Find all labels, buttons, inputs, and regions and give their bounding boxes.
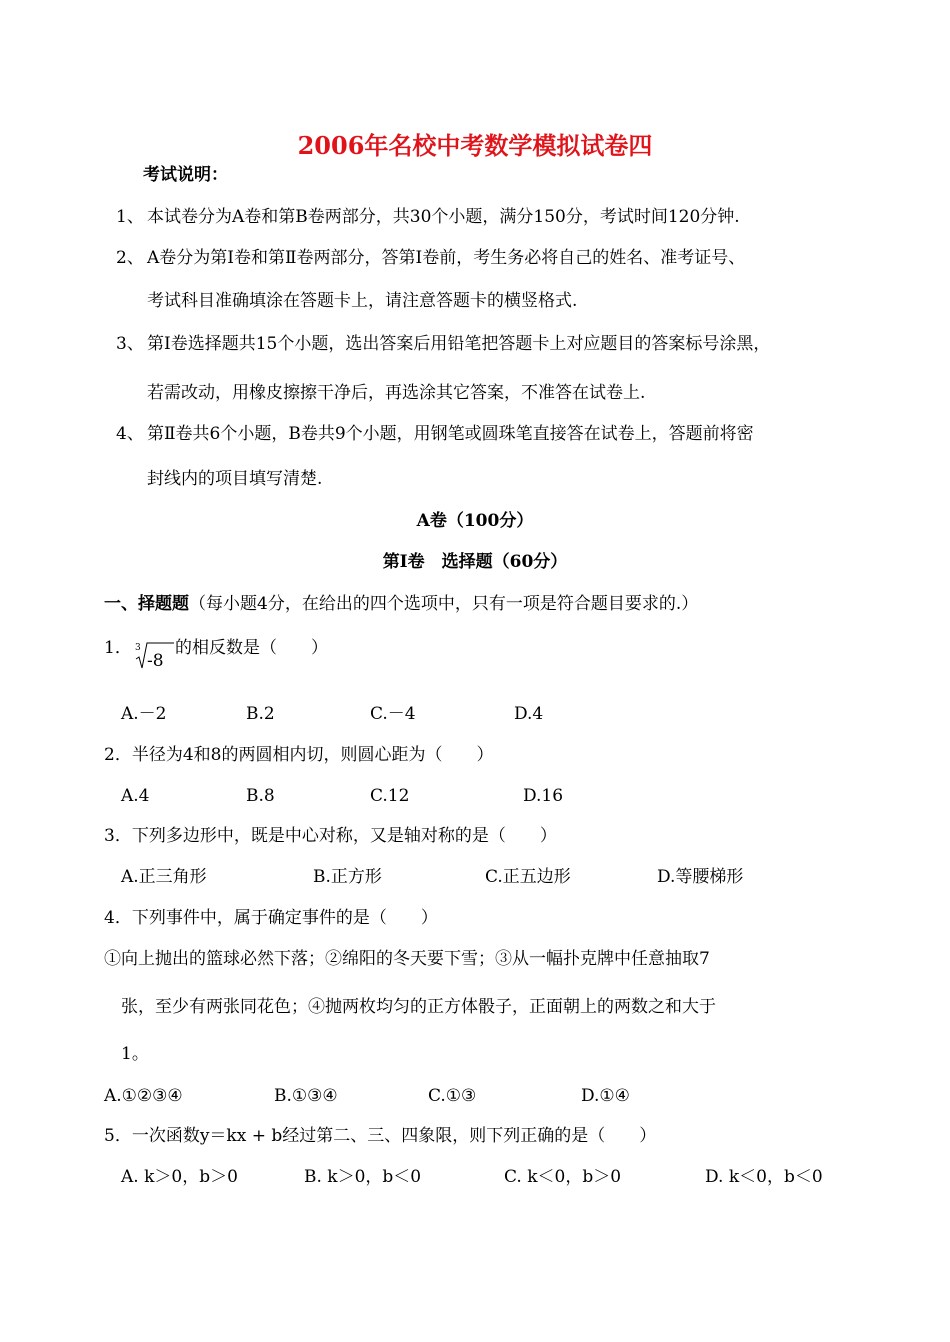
question-stem: 5．一次函数y＝kx + b经过第二、三、四象限，则下列正确的是（ ）	[104, 1126, 657, 1146]
option-c: C.正五边形	[485, 867, 571, 887]
question-stem: 3．下列多边形中，既是中心对称，又是轴对称的是（ ）	[104, 826, 557, 846]
cube-root-expression	[133, 639, 175, 671]
option-c: C.－4	[370, 704, 416, 724]
question-group-heading	[104, 593, 698, 615]
instruction-text: 第Ⅰ卷选择题共15个小题，选出答案后用铅笔把答题卡上对应题目的答案标号涂黑，	[147, 334, 771, 354]
option-d: D.16	[523, 786, 564, 806]
option-b: B. k＞0，b＜0	[304, 1167, 422, 1187]
instruction-number: 4、	[116, 424, 144, 444]
instruction-number: 3、	[116, 334, 144, 354]
question-body-continued: 1。	[121, 1044, 149, 1064]
option-b: B.2	[246, 704, 275, 724]
instructions-heading: 考试说明：	[143, 165, 228, 185]
option-d: D. k＜0，b＜0	[705, 1167, 823, 1187]
instruction-text: 第Ⅱ卷共6个小题，B卷共9个小题，用钢笔或圆珠笔直接答在试卷上，答题前将密	[147, 424, 754, 444]
option-a: A.正三角形	[121, 867, 207, 887]
question-stem: 4．下列事件中，属于确定事件的是（ ）	[104, 908, 438, 928]
option-a: A.①②③④	[104, 1086, 183, 1106]
option-c: C. k＜0，b＞0	[504, 1167, 622, 1187]
question-stem: 的相反数是（ ）	[175, 638, 328, 658]
option-a: A.－2	[121, 704, 167, 724]
radical-index: 3	[135, 643, 141, 653]
question-number: 1．	[104, 638, 132, 658]
radicand: -8	[147, 651, 164, 671]
section-a-heading: A卷（100分）	[416, 511, 534, 531]
option-a: A.4	[121, 786, 150, 806]
option-c: C.①③	[428, 1086, 477, 1106]
option-d: D.4	[514, 704, 544, 724]
instruction-number: 2、	[116, 248, 144, 268]
instruction-text: A卷分为第Ⅰ卷和第Ⅱ卷两部分，答第Ⅰ卷前，考生务必将自己的姓名、准考证号、	[147, 248, 746, 268]
option-b: B.正方形	[313, 867, 382, 887]
instruction-number: 1、	[116, 207, 144, 227]
option-d: D.等腰梯形	[657, 867, 744, 887]
instruction-text: 本试卷分为A卷和第B卷两部分，共30个小题，满分150分，考试时间120分钟.	[147, 207, 740, 227]
instruction-text-continued: 考试科目准确填涂在答题卡上，请注意答题卡的横竖格式.	[147, 291, 578, 311]
question-body: ①向上抛出的篮球必然下落；②绵阳的冬天要下雪；③从一幅扑克牌中任意抽取7	[104, 949, 710, 969]
question-group-note: （每小题4分，在给出的四个选项中，只有一项是符合题目要求的.）	[189, 594, 699, 614]
instruction-text-continued: 若需改动，用橡皮擦擦干净后，再选涂其它答案，不准答在试卷上.	[147, 383, 646, 403]
page-title: 2006年名校中考数学模拟试卷四	[297, 131, 653, 160]
option-b: B.①③④	[274, 1086, 338, 1106]
question-stem: 2．半径为4和8的两圆相内切，则圆心距为（ ）	[104, 745, 494, 765]
option-c: C.12	[370, 786, 410, 806]
part-one-heading: 第Ⅰ卷 选择题（60分）	[382, 552, 568, 572]
option-b: B.8	[246, 786, 275, 806]
question-group-label: 一、择题题	[104, 594, 189, 614]
question-body-continued: 张，至少有两张同花色；④抛两枚均匀的正方体骰子，正面朝上的两数之和大于	[121, 997, 716, 1017]
option-a: A. k＞0，b＞0	[121, 1167, 238, 1187]
instruction-text-continued: 封线内的项目填写清楚.	[147, 469, 323, 489]
option-d: D.①④	[581, 1086, 630, 1106]
